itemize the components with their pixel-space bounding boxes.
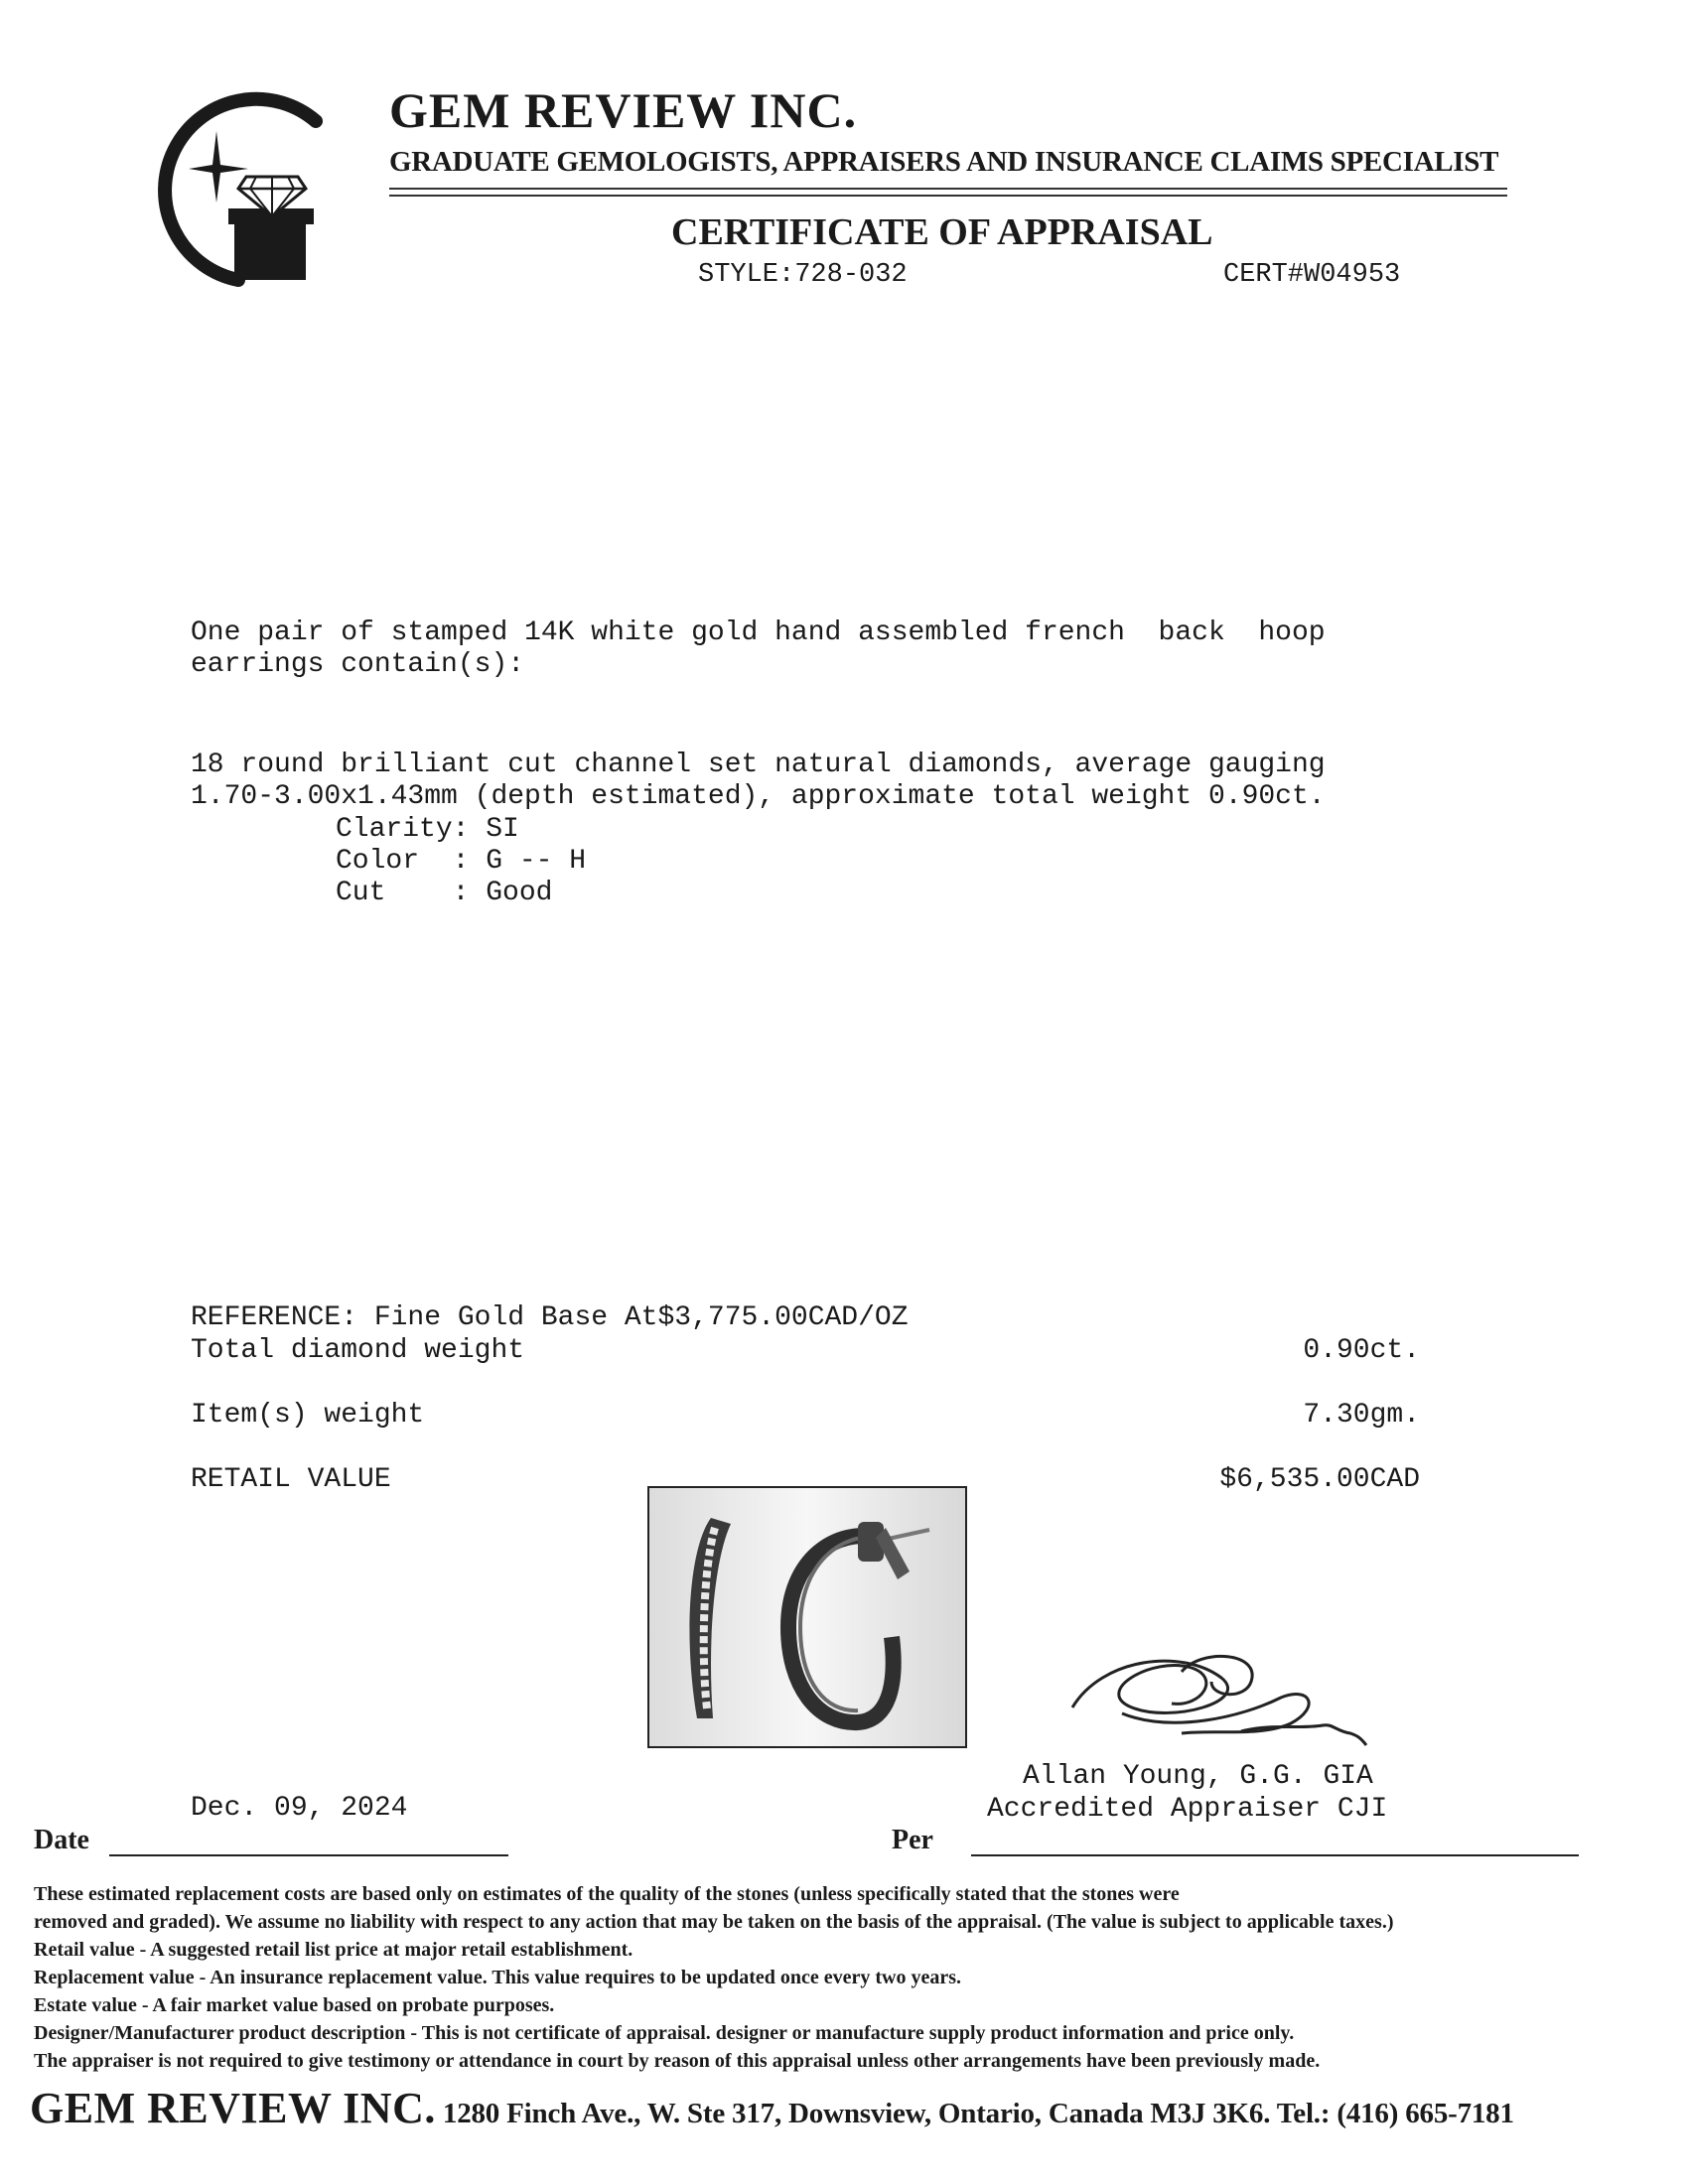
footer-company-name: GEM REVIEW INC. [30, 2084, 436, 2132]
style-number: STYLE:728-032 [698, 260, 908, 290]
appraiser-title: Accredited Appraiser CJI [987, 1794, 1388, 1825]
appraisal-date: Dec. 09, 2024 [191, 1793, 408, 1824]
total-diamond-weight-value: 0.90ct. [1303, 1335, 1420, 1366]
cert-number: CERT#W04953 [1223, 260, 1401, 290]
disclaimer-line: Estate value - A fair market value based on probate purposes. [34, 1994, 555, 2016]
retail-value-amount: $6,535.00CAD [1219, 1464, 1420, 1495]
stone-description: 18 round brilliant cut channel set natural diamonds, average gauging 1.70-3.00x1.43mm (depth estimated), approximate total weight 0.90ct. [191, 750, 1326, 812]
appraiser-name: Allan Young, G.G. GIA [1023, 1761, 1373, 1792]
retail-value-label: RETAIL VALUE [191, 1464, 391, 1495]
disclaimer-line: Retail value - A suggested retail list price at major retail establishment. [34, 1939, 633, 1961]
item-description: One pair of stamped 14K white gold hand assembled french back hoop earrings contain(s): [191, 617, 1326, 680]
header-rule-top [389, 188, 1507, 190]
company-tagline: GRADUATE GEMOLOGISTS, APPRAISERS AND INSURANCE CLAIMS SPECIALIST [389, 146, 1499, 178]
earrings-photo [647, 1486, 967, 1748]
company-name: GEM REVIEW INC. [389, 82, 858, 138]
item-weight-value: 7.30gm. [1303, 1400, 1420, 1431]
stone-grades: Clarity: SI Color : G -- H Cut : Good [336, 814, 587, 908]
footer-address: 1280 Finch Ave., W. Ste 317, Downsview, Ontario, Canada M3J 3K6. Tel.: (416) 665-7181 [435, 2098, 1514, 2129]
total-diamond-weight-label: Total diamond weight [191, 1335, 525, 1366]
date-signature-line [109, 1854, 508, 1856]
disclaimer-line: Designer/Manufacturer product description - This is not certificate of appraisal. designer or manufacture supply product information and price only. [34, 2022, 1295, 2044]
footer [30, 2083, 1514, 2133]
item-weight-row [191, 1400, 1420, 1433]
certificate-title: CERTIFICATE OF APPRAISAL [671, 211, 1213, 253]
disclaimer-line: removed and graded). We assume no liability with respect to any action that may be taken on the basis of the appraisal. (The value is subject to applicable taxes.) [34, 1911, 1394, 1933]
gold-reference: REFERENCE: Fine Gold Base At$3,775.00CAD/OZ [191, 1302, 909, 1333]
disclaimer [34, 1880, 1662, 2075]
disclaimer-line: The appraiser is not required to give testimony or attendance in court by reason of this appraisal unless other arrangements have been previously made. [34, 2050, 1321, 2072]
header-rule-bottom [389, 195, 1507, 197]
date-label: Date [34, 1825, 89, 1855]
total-diamond-weight-row [191, 1335, 1420, 1369]
gem-review-logo-icon [139, 91, 338, 290]
appraiser-signature [1062, 1638, 1380, 1757]
per-signature-line [971, 1854, 1579, 1856]
item-weight-label: Item(s) weight [191, 1400, 425, 1431]
per-label: Per [892, 1825, 933, 1855]
disclaimer-line: These estimated replacement costs are based only on estimates of the quality of the stones (unless specifically stated that the stones were [34, 1883, 1180, 1905]
disclaimer-line: Replacement value - An insurance replacement value. This value requires to be updated once every two years. [34, 1967, 962, 1988]
